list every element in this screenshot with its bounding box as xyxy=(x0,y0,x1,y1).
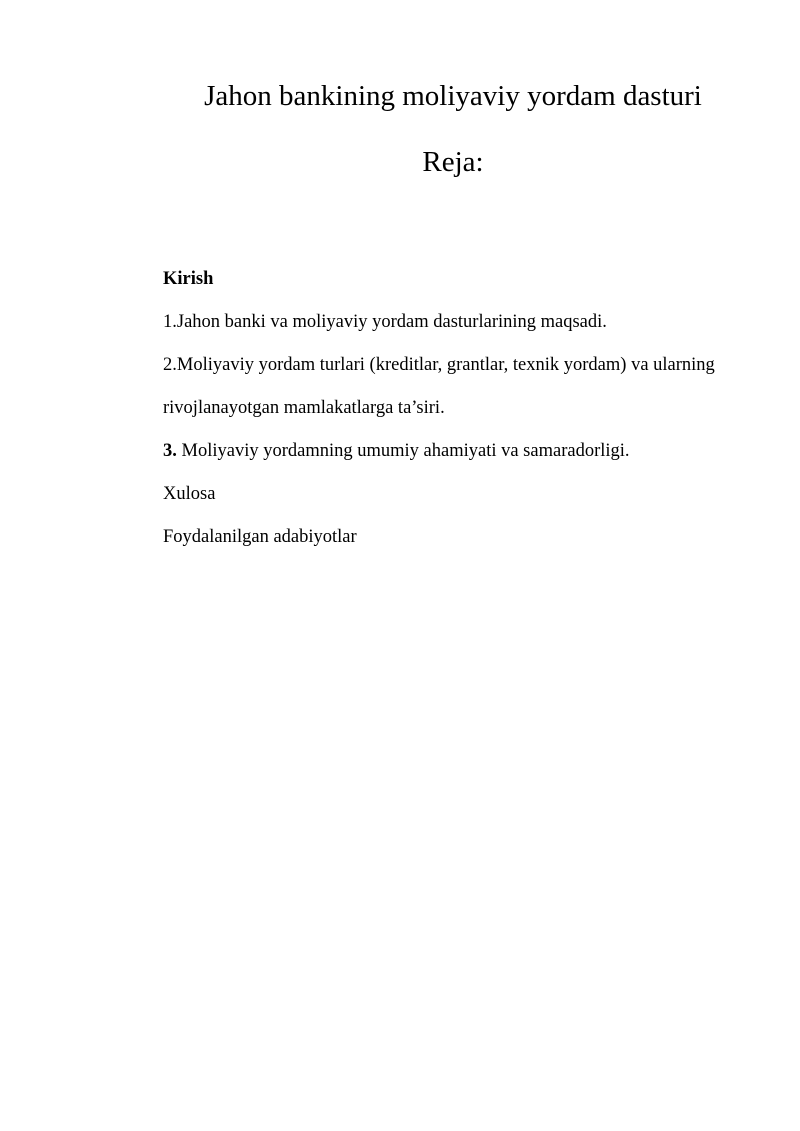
table-of-contents xyxy=(163,265,743,566)
toc-intro: Kirish xyxy=(163,269,214,289)
toc-conclusion: Xulosa xyxy=(163,484,216,504)
toc-item-3-number: 3. xyxy=(163,441,177,461)
toc-item-1: 1.Jahon banki va moliyaviy yordam dasturlarining maqsadi. xyxy=(163,312,607,332)
toc-item-2-line-2: rivojlanayotgan mamlakatlarga ta’siri. xyxy=(163,398,445,418)
toc-references: Foydalanilgan adabiyotlar xyxy=(163,527,357,547)
toc-item-3 xyxy=(163,437,743,480)
plan-heading: Reja: xyxy=(422,146,484,178)
toc-item-2-line-1: 2.Moliyaviy yordam turlari (kreditlar, grantlar, texnik yordam) va ularning xyxy=(163,355,715,375)
document-title: Jahon bankining moliyaviy yordam dasturi xyxy=(204,80,702,112)
toc-item-3-text: Moliyaviy yordamning umumiy ahamiyati va samaradorligi. xyxy=(176,441,630,461)
